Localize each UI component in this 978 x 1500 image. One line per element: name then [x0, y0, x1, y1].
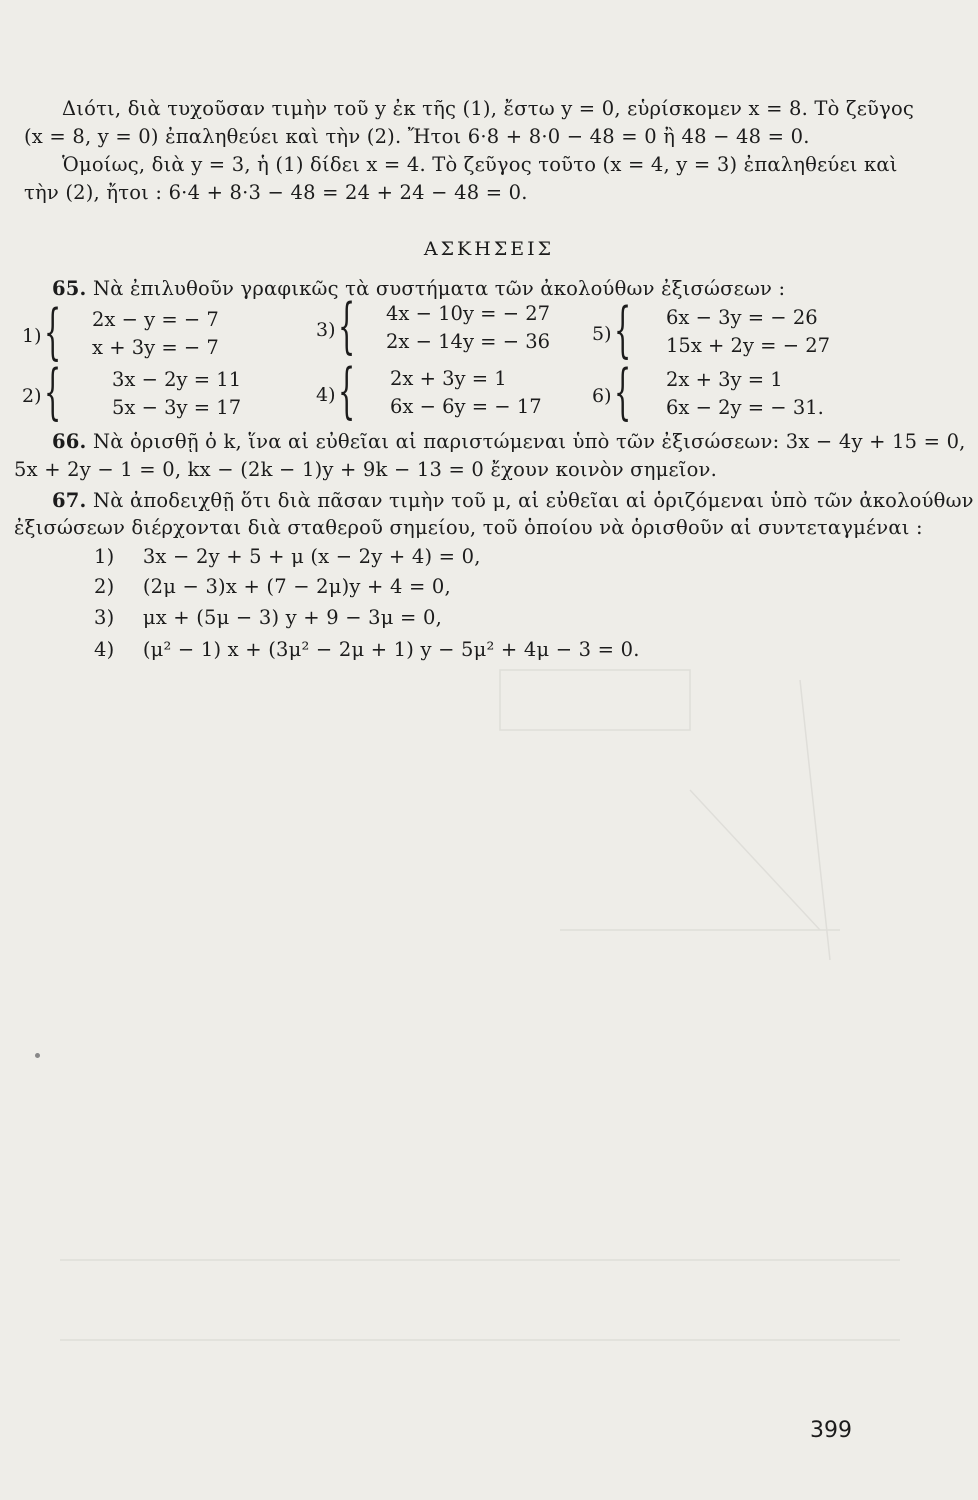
- exercise-67-line-1: [52, 489, 974, 512]
- intro-line-4: τὴν (2), ἤτοι : 6·4 + 8·3 − 48 = 24 + 24 − 48 = 0.: [24, 181, 528, 204]
- brace-icon: {: [614, 295, 632, 365]
- system-index: 3): [316, 319, 336, 341]
- system-4: [316, 356, 586, 429]
- item-equation: μx + (5μ − 3) y + 9 − 3μ = 0,: [142, 606, 442, 629]
- system-equation: 4x − 10y = − 27: [386, 302, 551, 325]
- exercise-65-text: Νὰ ἐπιλυθοῦν γραφικῶς τὰ συστήματα τῶν ἀκολούθων ἐξισώσεων :: [92, 277, 786, 300]
- system-equation: 3x − 2y = 11: [112, 368, 242, 391]
- system-index: 5): [592, 323, 612, 345]
- item-index: 4): [94, 638, 115, 661]
- system-equation: 15x + 2y = − 27: [666, 334, 831, 357]
- item-equation: (μ² − 1) x + (3μ² − 2μ + 1) y − 5μ² + 4μ − 3 = 0.: [142, 638, 640, 661]
- exercise-65-number: 65.: [52, 277, 87, 300]
- exercise-67-number: 67.: [52, 489, 87, 512]
- exercise-66-line-2: 5x + 2y − 1 = 0, kx − (2k − 1)y + 9k − 13 = 0 ἔχουν κοινὸν σημεῖον.: [14, 458, 717, 481]
- system-equation: 2x − 14y = − 36: [386, 330, 551, 353]
- system-index: 4): [316, 384, 336, 406]
- item-equation: 3x − 2y + 5 + μ (x − 2y + 4) = 0,: [142, 545, 481, 568]
- system-equation: x + 3y = − 7: [92, 336, 219, 359]
- system-equation: 5x − 3y = 17: [112, 396, 242, 419]
- exercise-67-item-1: [94, 545, 481, 568]
- system-equation: 2x − y = − 7: [92, 308, 219, 331]
- item-index: 3): [94, 606, 115, 629]
- page-number: 399: [810, 1418, 852, 1443]
- system-equation: 2x + 3y = 1: [390, 367, 507, 390]
- system-equation: 6x − 3y = − 26: [666, 306, 818, 329]
- brace-icon: {: [44, 297, 62, 367]
- item-equation: (2μ − 3)x + (7 − 2μ)y + 4 = 0,: [142, 575, 451, 598]
- system-equation: 6x − 6y = − 17: [390, 395, 542, 418]
- system-2: [22, 357, 292, 430]
- exercise-66-line-1: [52, 430, 966, 453]
- system-6: [592, 357, 882, 430]
- section-heading: ΑΣΚΗΣΕΙΣ: [423, 238, 555, 260]
- brace-icon: {: [338, 356, 356, 426]
- exercise-67-line-2: ἐξισώσεων διέρχονται διὰ σταθεροῦ σημείου, τοῦ ὁποίου νὰ ὁρισθοῦν αἱ συντεταγμέναι :: [14, 516, 923, 539]
- system-1: [22, 297, 292, 370]
- exercise-67-item-4: [94, 638, 640, 661]
- exercise-66-number: 66.: [52, 430, 87, 453]
- system-equation: 2x + 3y = 1: [666, 368, 783, 391]
- system-index: 1): [22, 325, 42, 347]
- item-index: 1): [94, 545, 115, 568]
- system-3: [316, 291, 586, 364]
- exercise-66-text-1: Νὰ ὁρισθῇ ὁ k, ἵνα αἱ εὐθεῖαι αἱ παριστώμεναι ὑπὸ τῶν ἐξισώσεων: 3x − 4y + 15 = 0,: [92, 430, 966, 453]
- brace-icon: {: [338, 291, 356, 361]
- system-index: 6): [592, 385, 612, 407]
- exercise-65-statement: [52, 277, 785, 300]
- speck-decoration: [35, 1053, 40, 1058]
- system-index: 2): [22, 385, 42, 407]
- exercise-67-text-1: Νὰ ἀποδειχθῇ ὅτι διὰ πᾶσαν τιμὴν τοῦ μ, αἱ εὐθεῖαι αἱ ὁριζόμεναι ὑπὸ τῶν ἀκολούθων: [92, 489, 974, 512]
- intro-line-2: (x = 8, y = 0) ἐπαληθεύει καὶ τὴν (2). Ἤτοι 6·8 + 8·0 − 48 = 0 ἢ 48 − 48 = 0.: [24, 125, 810, 148]
- system-equation: 6x − 2y = − 31.: [666, 396, 824, 419]
- exercise-67-item-3: [94, 606, 442, 629]
- exercise-67-item-2: [94, 575, 451, 598]
- intro-line-3: Ὁμοίως, διὰ y = 3, ἡ (1) δίδει x = 4. Τὸ ζεῦγος τοῦτο (x = 4, y = 3) ἐπαληθεύει καὶ: [62, 153, 898, 176]
- intro-line-1: Διότι, διὰ τυχοῦσαν τιμὴν τοῦ y ἐκ τῆς (1), ἔστω y = 0, εὑρίσκομεν x = 8. Τὸ ζεῦγος: [62, 97, 915, 120]
- system-5: [592, 295, 882, 368]
- brace-icon: {: [44, 357, 62, 427]
- item-index: 2): [94, 575, 115, 598]
- brace-icon: {: [614, 357, 632, 427]
